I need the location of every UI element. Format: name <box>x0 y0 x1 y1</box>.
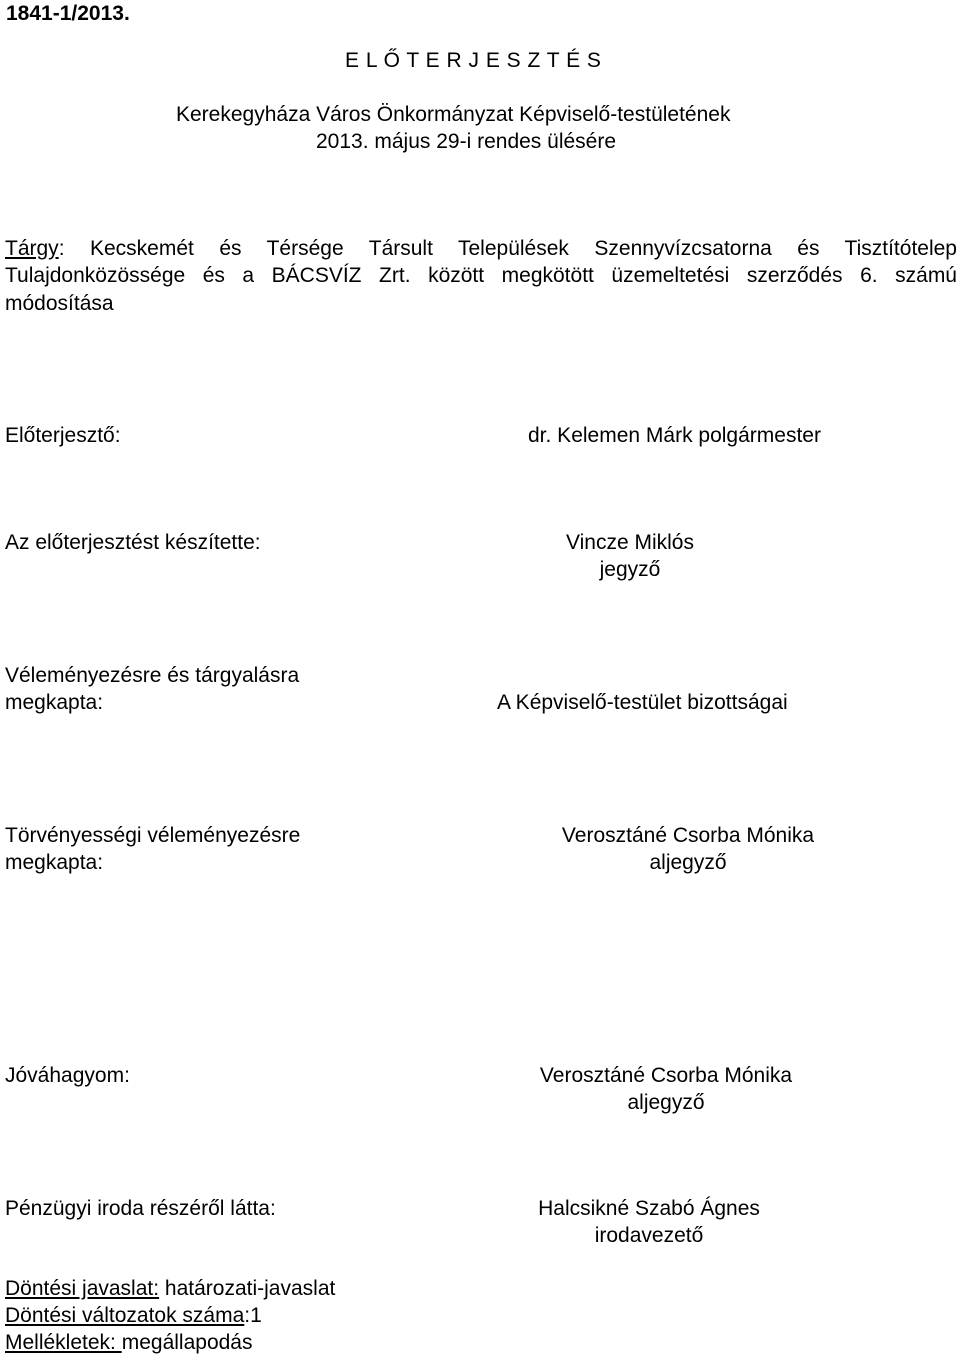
prepared-by-title: jegyző <box>599 558 661 581</box>
legal-review-label-line-1: Törvényességi véleményezésre <box>5 824 301 847</box>
approved-name: Verosztáné Csorba Mónika <box>539 1064 793 1087</box>
legal-review-title: aljegyző <box>649 851 727 874</box>
submitter-value: dr. Kelemen Márk polgármester <box>528 424 821 447</box>
subject-line-1 <box>5 235 957 262</box>
finance-name: Halcsikné Szabó Ágnes <box>538 1197 760 1220</box>
review-label-line-1: Véleményezésre és tárgyalásra <box>5 664 300 687</box>
prepared-by-label: Az előterjesztést készítette: <box>5 531 261 554</box>
document-number: 1841-1/2013. <box>6 2 130 25</box>
legal-review-label-line-2: megkapta: <box>5 851 104 874</box>
legal-review-name: Verosztáné Csorba Mónika <box>561 824 815 847</box>
attachments-value: megállapodás <box>121 1331 253 1354</box>
decision-variants-label: Döntési változatok száma <box>5 1304 245 1327</box>
approved-title: aljegyző <box>627 1091 705 1114</box>
decision-proposal-label: Döntési javaslat: <box>5 1277 160 1300</box>
addressee-line-2: 2013. május 29-i rendes ülésére <box>316 130 617 153</box>
decision-proposal <box>5 1275 335 1302</box>
finance-title: irodavezető <box>594 1224 704 1247</box>
subject-line-3: módosítása <box>5 292 114 315</box>
decision-variants <box>5 1302 262 1329</box>
finance-label: Pénzügyi iroda részéről látta: <box>5 1197 276 1220</box>
attachments <box>5 1329 252 1356</box>
attachments-label: Mellékletek: <box>5 1331 122 1354</box>
decision-variants-value: :1 <box>244 1304 262 1327</box>
approved-label: Jóváhagyom: <box>5 1064 130 1087</box>
decision-proposal-value: határozati-javaslat <box>159 1277 336 1300</box>
review-label-line-2: megkapta: <box>5 691 104 714</box>
subject-line-2: Tulajdonközössége és a BÁCSVÍZ Zrt. között megkötött üzemeltetési szerződés 6. számú <box>5 264 957 287</box>
document-title: E L Ő T E R J E S Z T É S <box>345 49 602 72</box>
submitter-label: Előterjesztő: <box>5 424 121 447</box>
review-value: A Képviselő-testület bizottságai <box>497 691 788 714</box>
subject-line-1-text: : Kecskemét és Térsége Társult Települések Szennyvízcsatorna és Tisztítótelep <box>58 237 957 260</box>
subject-label: Tárgy <box>5 237 59 260</box>
prepared-by-name: Vincze Miklós <box>566 531 694 554</box>
addressee-line-1: Kerekegyháza Város Önkormányzat Képviselő-testületének <box>176 103 731 126</box>
